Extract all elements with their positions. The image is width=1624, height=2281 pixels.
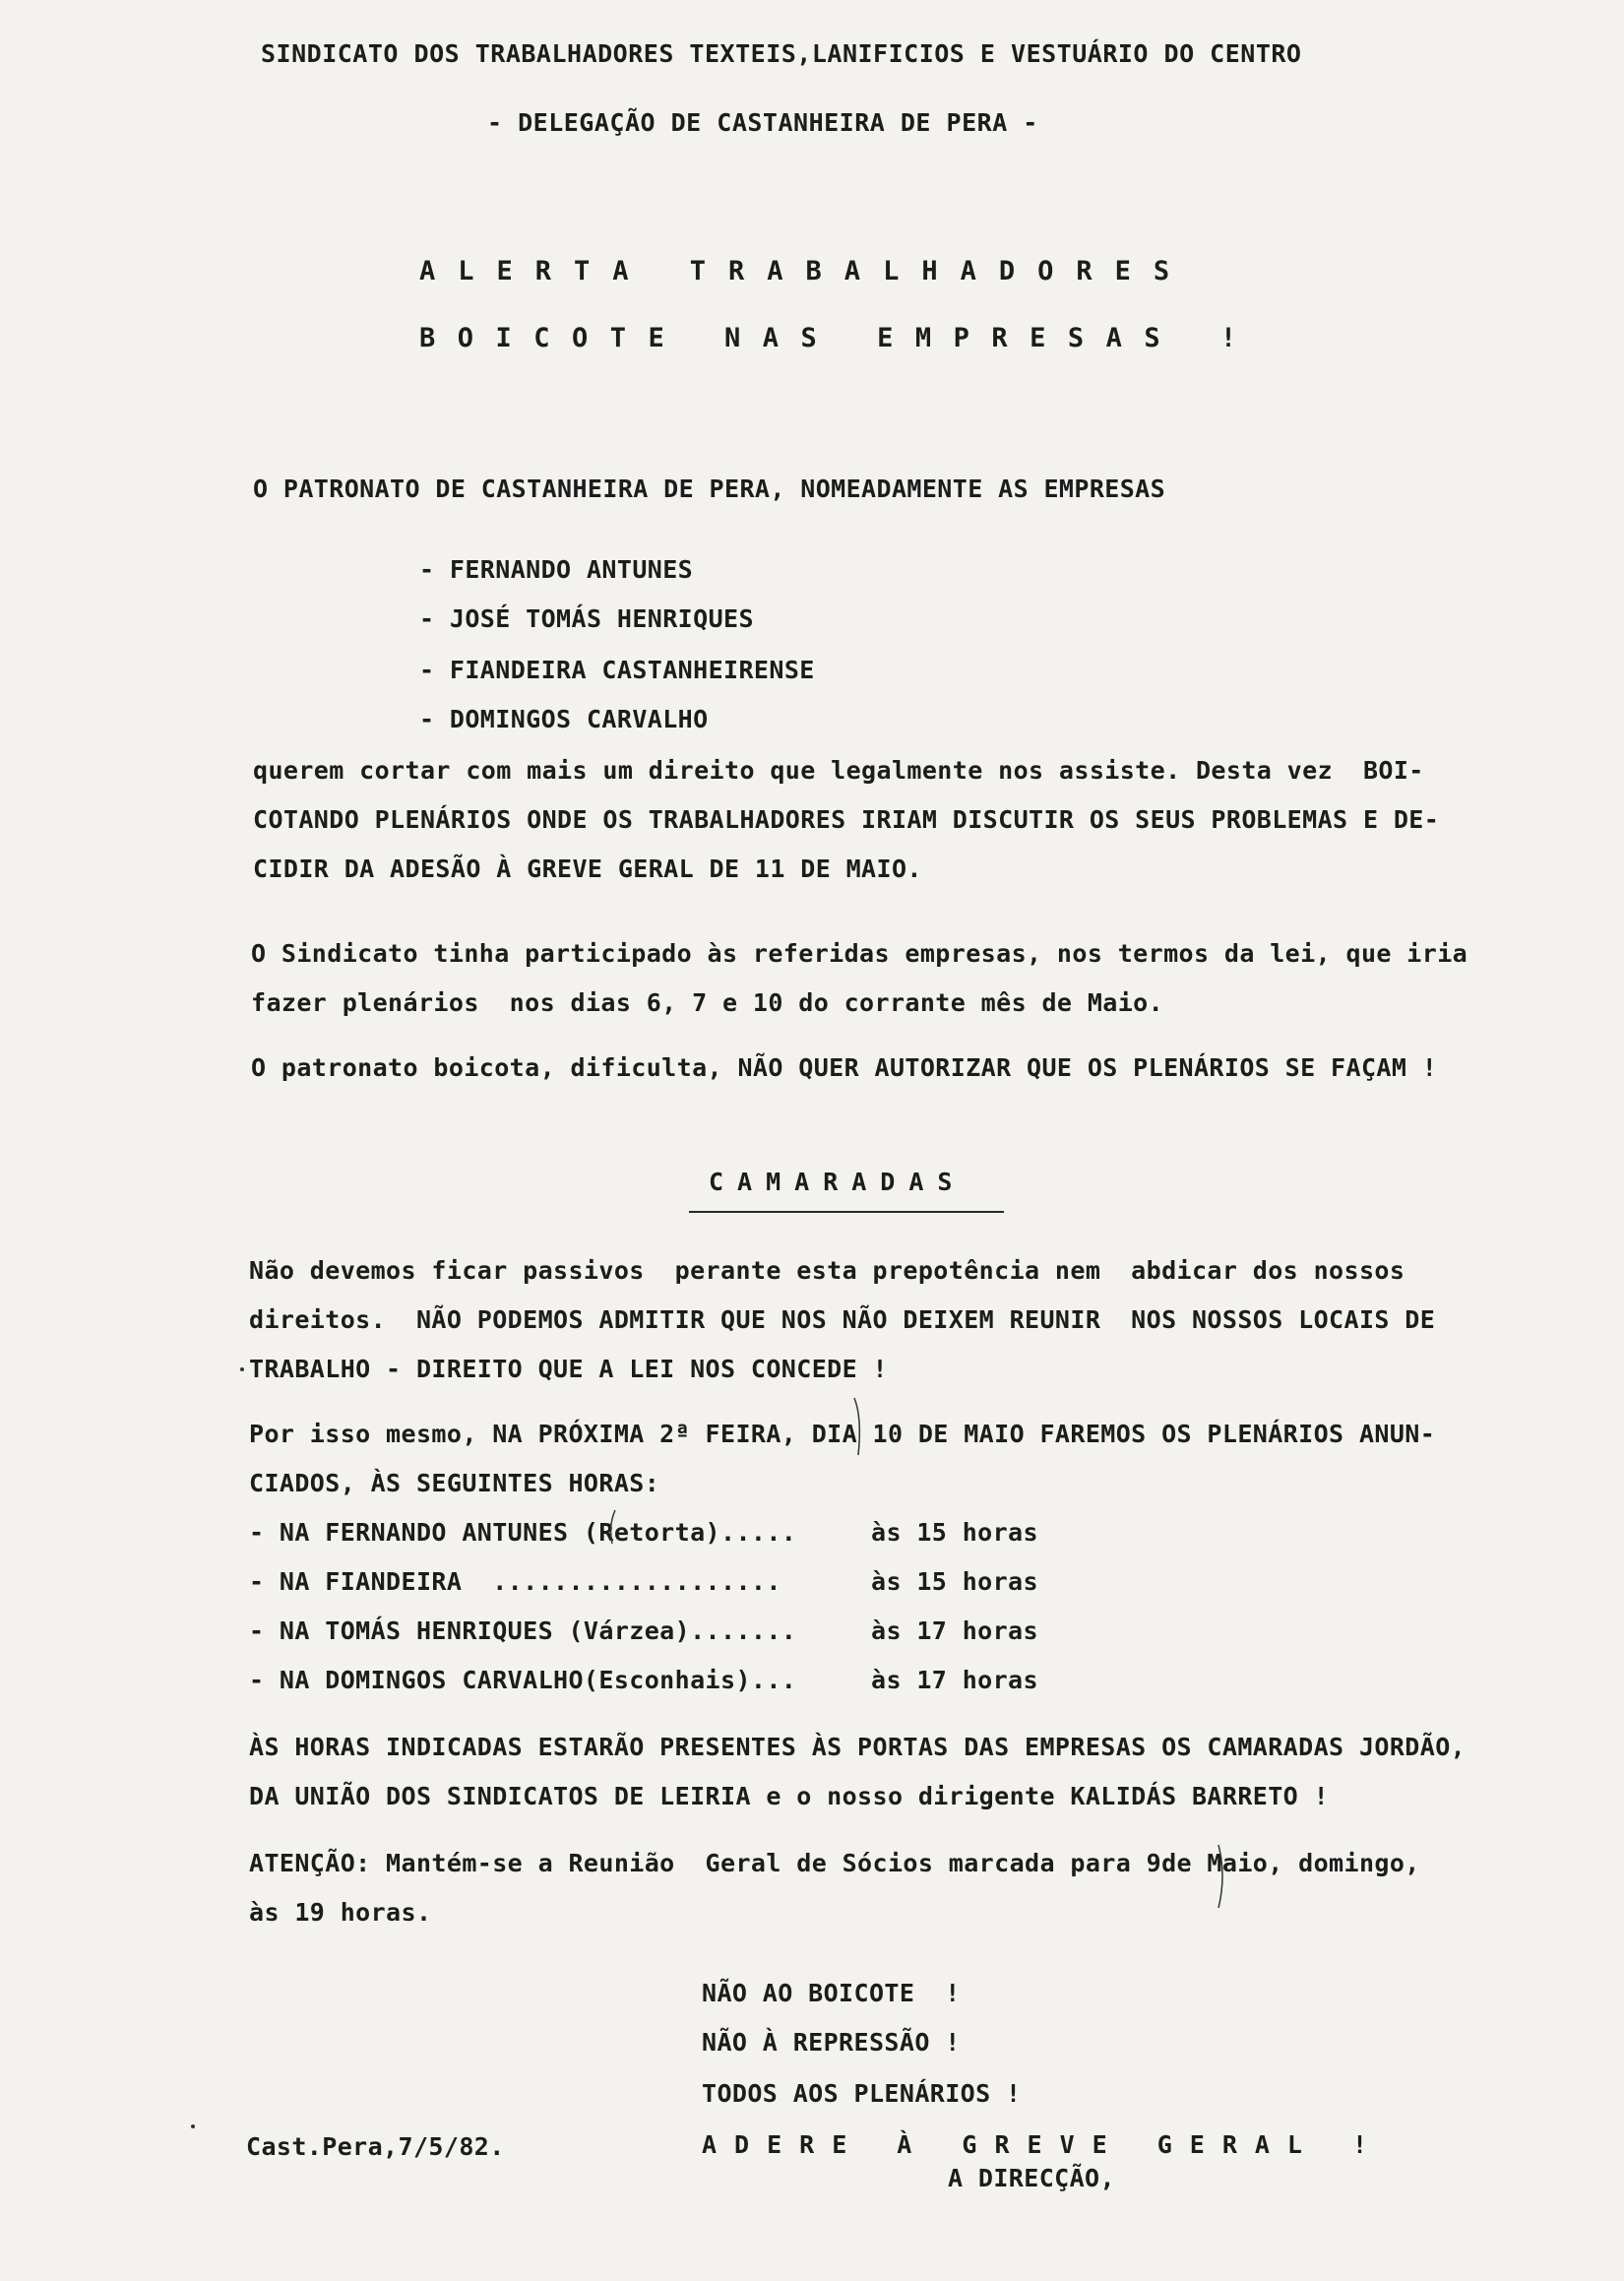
schedule-time: às 17 horas xyxy=(871,1616,1038,1645)
schedule-time: às 17 horas xyxy=(871,1666,1038,1694)
paragraph-line: fazer plenários nos dias 6, 7 e 10 do corrante mês de Maio. xyxy=(251,988,1164,1017)
schedule-place: - NA FERNANDO ANTUNES (Retorta)..... xyxy=(249,1518,797,1547)
paragraph-line: Não devemos ficar passivos perante esta prepotência nem abdicar dos nossos xyxy=(249,1256,1405,1285)
company-item: - DOMINGOS CARVALHO xyxy=(419,705,709,733)
paragraph-line: querem cortar com mais um direito que legalmente nos assiste. Desta vez BOI- xyxy=(253,756,1424,785)
slogan-line: NÃO À REPRESSÃO ! xyxy=(702,2028,961,2057)
union-name: SINDICATO DOS TRABALHADORES TEXTEIS,LANIFICIOS E VESTUÁRIO DO CENTRO xyxy=(261,39,1302,68)
paragraph-line: O Sindicato tinha participado às referidas empresas, nos termos da lei, que iria xyxy=(251,939,1468,968)
company-item: - FIANDEIRA CASTANHEIRENSE xyxy=(419,656,815,684)
paragraph-line: O patronato boicota, dificulta, NÃO QUER AUTORIZAR QUE OS PLENÁRIOS SE FAÇAM ! xyxy=(251,1053,1438,1082)
company-item: - FERNANDO ANTUNES xyxy=(419,555,694,584)
schedule-time: às 15 horas xyxy=(871,1567,1038,1596)
paragraph-line: ÀS HORAS INDICADAS ESTARÃO PRESENTES ÀS PORTAS DAS EMPRESAS OS CAMARADAS JORDÃO, xyxy=(249,1733,1467,1761)
notice-line: às 19 horas. xyxy=(249,1898,432,1927)
delegation-name: - DELEGAÇÃO DE CASTANHEIRA DE PERA - xyxy=(487,108,1038,137)
company-item: - JOSÉ TOMÁS HENRIQUES xyxy=(419,604,754,633)
intro-line: O PATRONATO DE CASTANHEIRA DE PERA, NOMEADAMENTE AS EMPRESAS xyxy=(253,475,1166,503)
notice-line: ATENÇÃO: Mantém-se a Reunião Geral de Sócios marcada para 9de Maio, domingo, xyxy=(249,1849,1420,1877)
slogan-line: NÃO AO BOICOTE ! xyxy=(702,1979,961,2007)
paragraph-line: Por isso mesmo, NA PRÓXIMA 2ª FEIRA, DIA 10 DE MAIO FAREMOS OS PLENÁRIOS ANUN- xyxy=(249,1420,1436,1448)
paragraph-line: direitos. NÃO PODEMOS ADMITIR QUE NOS NÃO DEIXEM REUNIR NOS NOSSOS LOCAIS DE xyxy=(249,1305,1436,1334)
final-slogan: ADERE À GREVE GERAL ! xyxy=(702,2130,1386,2159)
schedule-time: às 15 horas xyxy=(871,1518,1038,1547)
schedule-place: - NA FIANDEIRA ................... xyxy=(249,1567,781,1596)
paragraph-line: CIADOS, ÀS SEGUINTES HORAS: xyxy=(249,1469,660,1497)
paragraph-line: COTANDO PLENÁRIOS ONDE OS TRABALHADORES IRIAM DISCUTIR OS SEUS PROBLEMAS E DE- xyxy=(253,805,1440,834)
paragraph-line: TRABALHO - DIREITO QUE A LEI NOS CONCEDE ! xyxy=(249,1355,888,1383)
place-date: Cast.Pera,7/5/82. xyxy=(246,2132,505,2161)
headline-boycott: BOICOTE NAS EMPRESAS ! xyxy=(419,323,1259,353)
section-title: CAMARADAS xyxy=(709,1168,967,1196)
paragraph-line: DA UNIÃO DOS SINDICATOS DE LEIRIA e o nosso dirigente KALIDÁS BARRETO ! xyxy=(249,1782,1330,1810)
section-title-underline xyxy=(689,1211,1004,1213)
schedule-place: - NA TOMÁS HENRIQUES (Várzea)....... xyxy=(249,1616,797,1645)
signature: A DIRECÇÃO, xyxy=(948,2164,1115,2192)
schedule-place: - NA DOMINGOS CARVALHO(Esconhais)... xyxy=(249,1666,797,1694)
headline-alert: ALERTA TRABALHADORES xyxy=(419,256,1193,286)
slogan-line: TODOS AOS PLENÁRIOS ! xyxy=(702,2079,1022,2108)
paragraph-line: CIDIR DA ADESÃO À GREVE GERAL DE 11 DE MAIO. xyxy=(253,855,922,883)
